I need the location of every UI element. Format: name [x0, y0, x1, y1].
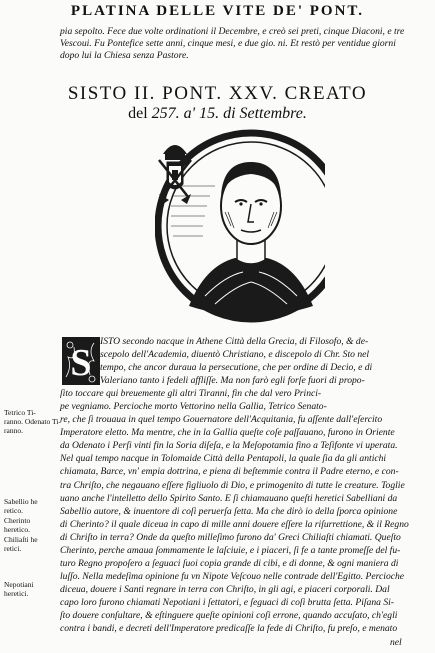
- margin-note-line: Cherinto: [4, 516, 31, 525]
- text-line: di Cherinto? il quale diceua in capo di mille anni douere eſſere la riſurrettione, & il Regno: [60, 518, 409, 530]
- chapter-title: SISTO II. PONT. XXV. CREATO: [67, 83, 368, 104]
- text-line: ſto douere conſultare, & eſtinguere queſte opinioni coſi errone, quando accuſato, ch'egli: [60, 609, 398, 621]
- margin-note-cherinto: [4, 516, 60, 534]
- drop-cap-letter: S: [70, 342, 92, 384]
- margin-note-line: Sabellio he: [4, 497, 38, 506]
- text-line: turo Regno propoſero a ſeguaci ſuoi copia grande di cibi, e di donne, & ogni maniera di: [60, 557, 399, 569]
- text-line: pe vegniamo. Percioche morto Vettorino nella Gallia, Tetrico Senato-: [60, 401, 327, 413]
- margin-note-nepotiani: [4, 580, 60, 598]
- margin-note-chiliasti: [4, 535, 60, 553]
- previous-life-line: dopo lui la Chiesa senza Pastore.: [60, 50, 189, 61]
- text-line: Sabellio autore, & inuentore di coſi peruerſa ſetta. Ma che dirò io della ſporca opinione: [60, 505, 398, 517]
- pope-portrait-woodcut: [155, 126, 325, 330]
- margin-note-line: ranno. Odenato Ti-: [4, 417, 61, 426]
- margin-note-line: heretici.: [4, 589, 29, 598]
- text-line: ISTO secondo nacque in Athene Città della Grecia, di Filosofo, & de-: [100, 336, 369, 347]
- margin-note-line: ranno.: [4, 426, 23, 435]
- margin-note-line: retico.: [4, 506, 23, 515]
- text-line: re, che ſi trouaua in quel tempo Gouernatore dell'Acquitania, fu aſſente dall'eſercito: [60, 414, 383, 426]
- margin-note-line: Chiliaſti he: [4, 535, 38, 544]
- text-line: Cherinto, perche amaua ſommamente le laſciuie, e i piaceri, ſi fe a tante promeſſe del fu-: [60, 544, 401, 556]
- margin-note-line: Nepotiani: [4, 580, 34, 589]
- subtitle-date: 257. a' 15. di Settembre.: [151, 105, 307, 122]
- margin-note-sabellio: [4, 497, 60, 515]
- text-line: chiamata, Barce, vn' empia dottrina, e piena di beſtemmie contra il Padre eterno, e con-: [60, 466, 399, 478]
- text-line: contra i bandi, e decreti dell'Imperatore predicaſſe la fede di Chriſto, fu preſo, e menato: [60, 623, 398, 635]
- text-line: da Odenato i Perſi vinti fin la Soria diſeſa, e la Meſopotamia fino a Teſifonte vi uperata.: [60, 440, 398, 452]
- text-line: di Chriſto in terra? Onde da queſto milleſimo furono da' Greci Chiliaſti chiamati. Queſto: [60, 531, 401, 543]
- text-line: luſſo. Nella medeſima opinione fu vn Nipote Veſcouo nelle contrade dell'Egitto. Percioche: [60, 570, 405, 582]
- running-head: PLATINA DELLE VITE DE' PONT.: [70, 3, 365, 19]
- text-line: capo loro furono chiamati Nepotiani i ſettatori, e ſeguaci di coſi brutta ſetta. Piſana Si-: [60, 596, 394, 608]
- text-line: tempo, che ancor duraua la persecutione, che per ordine di Decio, e di: [100, 362, 373, 374]
- chapter-subtitle: [0, 105, 435, 123]
- text-line: Nel qual tempo nacque in Tolomaide Città della Pentapoli, la quale ſia da gli antichi: [60, 453, 387, 465]
- text-line: diceua, douere i Santi regnare in terra con Chriſto, in gli agi, e piaceri corporali. Dal: [60, 583, 390, 595]
- biography-text: [60, 335, 432, 635]
- text-line: tra Chriſto, che negauano eſſere figliuolo di Dio, e primogenito di tutte le creature. Toglie: [60, 479, 405, 491]
- subtitle-prefix: del: [128, 105, 152, 122]
- text-line: ſito toccare qui breuemente gli altri Tiranni, fin che dal vero Princi-: [60, 388, 322, 400]
- previous-life-ending: [60, 26, 430, 62]
- margin-note-line: Tetrico Ti-: [4, 408, 36, 417]
- text-line: uano anche l'intelletto dello Spirito Santo. E ſi chiamauano queſti heretici Sabelliani da: [60, 492, 398, 504]
- catchword: nel: [390, 637, 402, 648]
- margin-note-line: retici.: [4, 544, 22, 553]
- text-line: Imperatore eletto. Ma mentre, che in la Gallia queſte coſe paſſauano, furono in Oriente: [60, 427, 395, 439]
- text-line: Valeriano tanto i fedeli affliſſe. Ma non farò egli forſe fuori di propo-: [100, 375, 365, 387]
- previous-life-line: Vescoui. Fu Pontefice sette anni, cinque mesi, e due gio. ni. Et restò per ventidue giorni: [60, 38, 396, 49]
- text-line: scepolo dell'Academia, diuentò Christiano, e discepolo di Chr. Sto nel: [100, 349, 370, 361]
- previous-life-line: pia sepolto. Fece due volte ordinationi il Decembre, e creò sei preti, cinque Diaconi, e tre: [60, 26, 405, 37]
- margin-note-tetrico: [4, 408, 60, 435]
- margin-note-line: heretico.: [4, 525, 31, 534]
